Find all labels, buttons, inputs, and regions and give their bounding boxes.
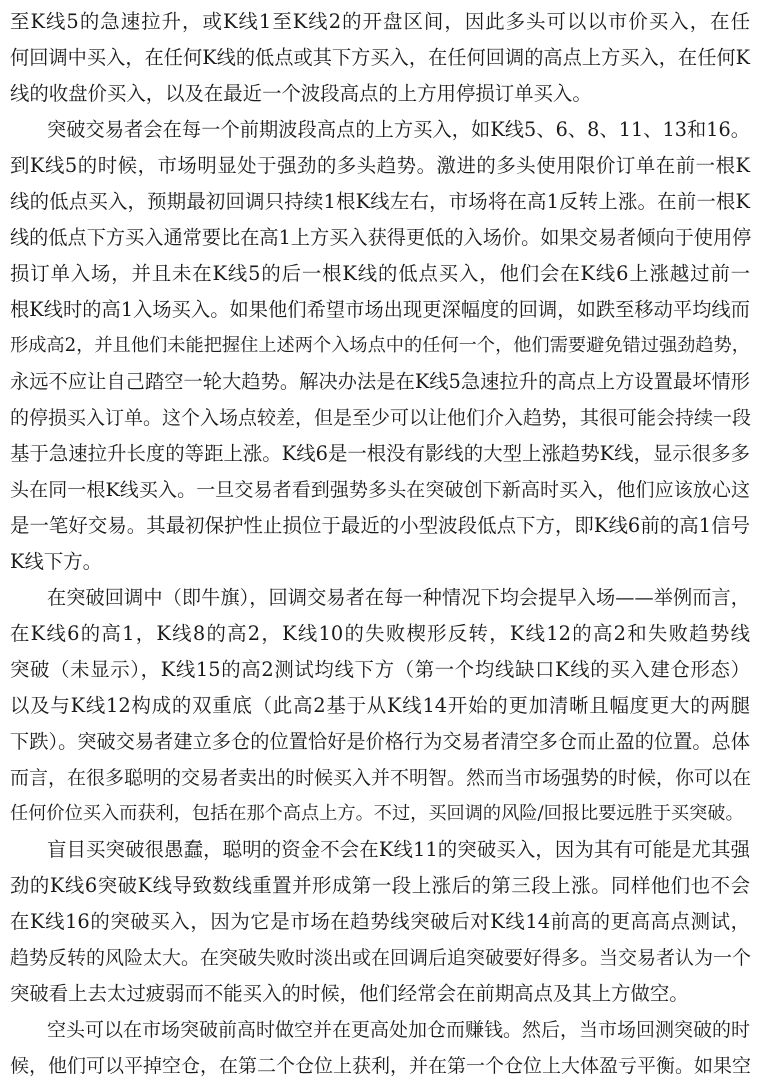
- text-line: 的停损买入订单。这个入场点较差，但是至少可以让他们介入趋势，其很可能会持续一段: [10, 407, 752, 429]
- text-line: 线的收盘价买入，以及在最近一个波段高点的上方用停损订单买入。: [10, 82, 592, 105]
- text-line: 而言，在很多聪明的交易者卖出的时候买入并不明智。然而当市场强势的时候，你可以在: [10, 767, 752, 789]
- text-line: 损订单入场，并且未在K线5的后一根K线的低点买入，他们会在K线6上涨越过前一: [10, 262, 750, 285]
- text-line: 以及与K线12构成的双重底（此高2基于从K线14开始的更加清晰且幅度更大的两腿: [10, 694, 750, 717]
- text-line: 突破（未显示），K线15的高2测试均线下方（第一个均线缺口K线的买入建仓形态）: [10, 658, 750, 681]
- text-line: 突破看上去太过疲弱而不能买入的时候，他们经常会在前期高点及其上方做空。: [10, 982, 689, 1005]
- text-line: 至K线5的急速拉升，或K线1至K线2的开盘区间，因此多头可以以市价买入，在任: [10, 10, 750, 33]
- paragraph-first-line: 盲目买突破很愚蠢，聪明的资金不会在K线11的突破买入，因为其有可能是尤其强: [47, 838, 750, 861]
- text-line: 劲的K线6突破K线导致数线重置并形成第一段上涨后的第三段上涨。同样他们也不会: [10, 874, 750, 897]
- text-line: 候，他们可以平掉空仓，在第二个仓位上获利，并在第一个仓位上大体盈亏平衡。如果空: [10, 1055, 752, 1077]
- text-line: 任何价位买入而获利，包括在那个高点上方。不过，买回调的风险/回报比要远胜于买突破。: [10, 803, 744, 824]
- text-line: 永远不应让自己踏空一轮大趋势。解决办法是在K线5急速拉升的高点上方设置最坏情形: [10, 370, 750, 393]
- text-line: 何回调中买入，在任何K线的低点或其下方买入，在任何回调的高点上方买入，在任何K: [10, 46, 750, 69]
- text-line: 趋势反转的风险太大。在突破失败时淡出或在回调后追突破要好得多。当交易者认为一个: [10, 947, 752, 969]
- text-line: 到K线5的时候，市场明显处于强劲的多头趋势。激进的多头使用限价订单在前一根K: [10, 154, 750, 177]
- text-line: 在K线6的高1，K线8的高2，K线10的失败楔形反转，K线12的高2和失败趋势线: [10, 622, 750, 645]
- paragraph-first-line: 空头可以在市场突破前高时做空并在更高处加仓而赚钱。然后，当市场回测突破的时: [47, 1019, 751, 1041]
- text-line: 线的低点下方买入通常要比在高1上方买入获得更低的入场价。如果交易者倾向于使用停: [10, 226, 752, 249]
- paragraph-first-line: 在突破回调中（即牛旗），回调交易者在每一种情况下均会提早入场——举例而言，: [47, 586, 750, 609]
- text-line: 在K线16的突破买入，因为它是市场在趋势线突破后对K线14前高的更高高点测试，: [10, 910, 750, 933]
- text-line: 基于急速拉升长度的等距上涨。K线6是一根没有影线的大型上涨趋势K线，显示很多多: [10, 442, 750, 465]
- text-line: 下跌）。突破交易者建立多仓的位置恰好是价格行为交易者清空多仓而止盈的位置。总体: [10, 730, 750, 753]
- text-line: 形成高2，并且他们未能把握住上述两个入场点中的任何一个，他们需要避免错过强劲趋势，: [10, 335, 750, 356]
- text-line: 根K线时的高1入场买入。如果他们希望市场出现更深幅度的回调，如跌至移动平均线而: [10, 298, 750, 321]
- text-line: 线的低点买入，预期最初回调只持续1根K线左右，市场将在高1反转上涨。在前一根K: [10, 190, 750, 213]
- text-line: K线下方。: [10, 550, 103, 573]
- text-line: 头在同一根K线买入。一旦交易者看到强势多头在突破创下新高时买入，他们应该放心这: [10, 479, 750, 501]
- text-line: 是一笔好交易。其最初保护性止损位于最近的小型波段低点下方，即K线6前的高1信号: [10, 514, 750, 537]
- paragraph-first-line: 突破交易者会在每一个前期波段高点的上方买入，如K线5、6、8、11、13和16。: [47, 118, 750, 141]
